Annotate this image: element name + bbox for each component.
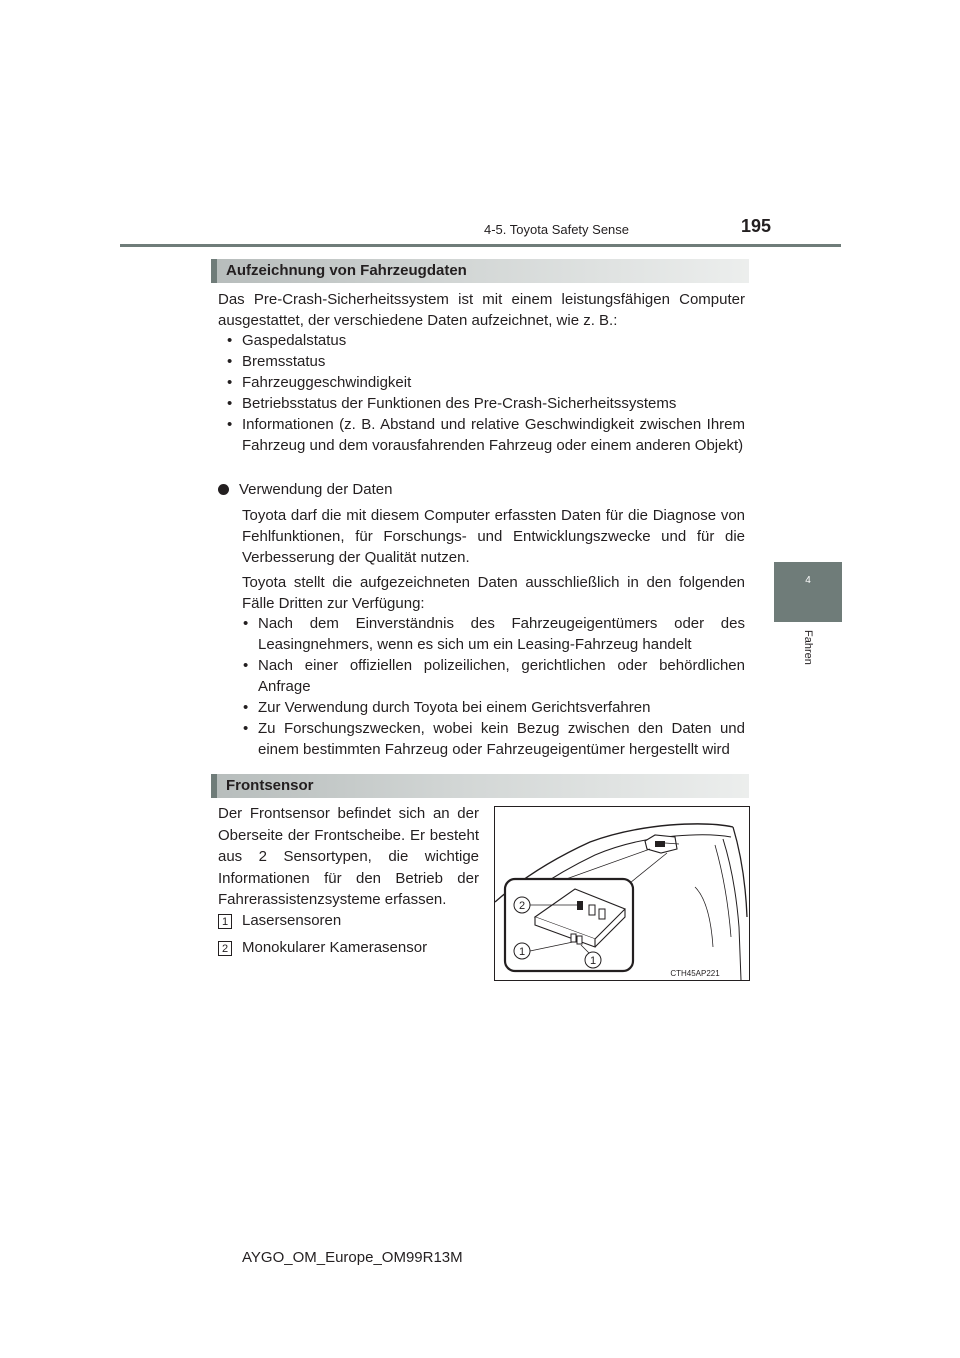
data-usage-paragraph: Toyota darf die mit diesem Computer erfassten Daten für die Diagnose von Fehlfunktionen, für Forschungs- und Entwicklungszwecke und für die Verbesserung der Qualität nutzen. <box>242 507 745 566</box>
page-number: 195 <box>741 216 772 236</box>
legend-label: Lasersensoren <box>242 912 342 929</box>
legend-number: 2 <box>218 941 232 956</box>
header-rule <box>120 244 841 247</box>
legend-number: 1 <box>218 914 232 929</box>
footer-document-code: AYGO_OM_Europe_OM99R13M <box>242 1249 463 1266</box>
data-usage-subheading <box>218 479 745 500</box>
chapter-tab-label: Fahren <box>802 630 814 665</box>
list-item: • Zur Verwendung durch Toyota bei einem Gerichtsverfahren <box>242 697 745 718</box>
callout-1b: 1 <box>589 955 597 967</box>
section-heading-vehicle-data: Aufzeichnung von Fahrzeugdaten <box>211 259 749 283</box>
list-item: • Zu Forschungszwecken, wobei kein Bezug zwischen den Daten und einem bestimmten Fahrzeug oder Fahrzeugeigentümer hergestellt wird <box>242 718 745 760</box>
data-usage-subheading-text: Verwendung der Daten <box>239 481 393 498</box>
intro-paragraph: Das Pre-Crash-Sicherheitssystem ist mit einem leistungsfähigen Computer ausgestattet, der verschiedene Daten aufzeichnet, wie z. B.: <box>218 291 745 329</box>
legend-item-camera <box>218 938 427 958</box>
front-sensor-paragraph: Der Frontsensor befindet sich an der Oberseite der Frontscheibe. Er besteht aus 2 Sensortypen, die wichtige Informationen für den Betrieb der Fahrerassistenzsysteme erfassen. <box>218 805 479 908</box>
callout-1: 1 <box>518 946 526 958</box>
illustration-code: CTH45AP221 <box>670 969 720 978</box>
list-item: • Betriebsstatus der Funktionen des Pre-Crash-Sicherheitssystems <box>226 393 745 414</box>
list-item: • Fahrzeuggeschwindigkeit <box>226 372 745 393</box>
list-item: • Gaspedalstatus <box>226 330 745 351</box>
legend-item-laser <box>218 911 341 931</box>
chapter-tab <box>774 562 842 622</box>
bullet-dot-icon <box>218 484 229 495</box>
chapter-tab-number: 4 <box>805 575 811 586</box>
list-item: • Nach dem Einverständnis des Fahrzeugeigentümers oder des Leasingnehmers, wenn es sich um ein Leasing-Fahrzeug handelt <box>242 613 745 655</box>
recorded-data-list <box>226 330 745 456</box>
list-item: • Informationen (z. B. Abstand und relative Geschwindigkeit zwischen Ihrem Fahrzeug und dem vorausfahrenden Fahrzeug oder einem anderen Objekt) <box>226 414 745 456</box>
windshield-sensor-drawing <box>495 807 749 980</box>
callout-2: 2 <box>518 900 526 912</box>
third-party-list <box>242 613 745 760</box>
section-heading-front-sensor: Frontsensor <box>211 774 749 798</box>
legend-label: Monokularer Kamerasensor <box>242 939 428 956</box>
third-party-paragraph: Toyota stellt die aufgezeichneten Daten ausschließlich in den folgenden Fälle Dritten zur Verfügung: <box>242 574 745 612</box>
header-section-title: 4-5. Toyota Safety Sense <box>484 222 630 237</box>
list-item: • Bremsstatus <box>226 351 745 372</box>
front-sensor-illustration <box>494 806 750 981</box>
list-item: • Nach einer offiziellen polizeilichen, gerichtlichen oder behördlichen Anfrage <box>242 655 745 697</box>
